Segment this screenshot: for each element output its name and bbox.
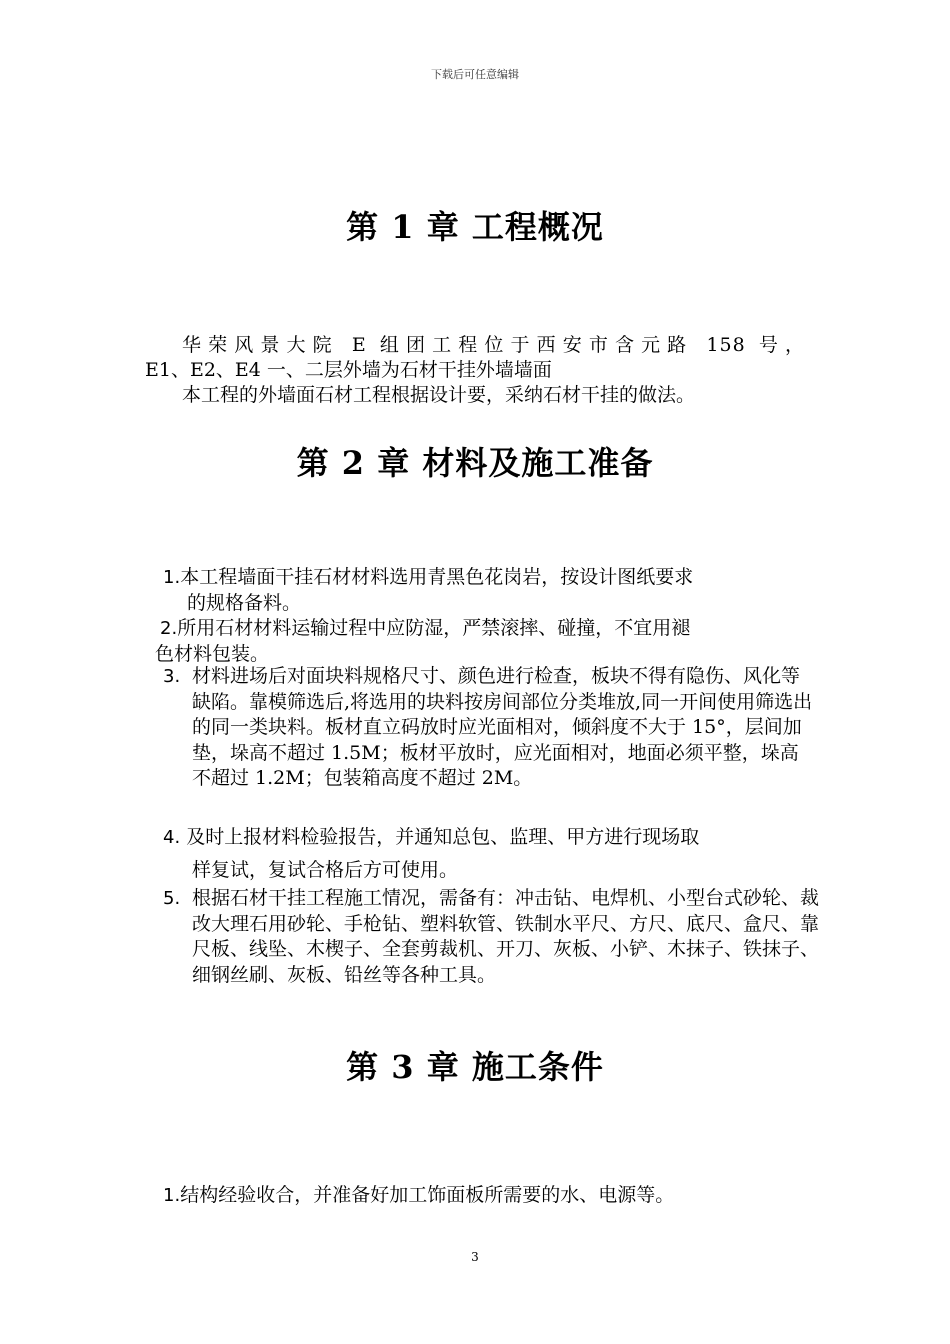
chapter-2-title: 第 2 章 材料及施工准备 <box>296 444 654 482</box>
list-item-text: 结构经验收合，并准备好加工饰面板所需要的水、电源等。 <box>180 1184 675 1206</box>
list-item-text: 本工程墙面干挂石材材料选用青黑色花岗岩，按设计图纸要求 <box>180 566 694 588</box>
list-item <box>163 886 823 988</box>
chapter-1-title: 第 1 章 工程概况 <box>346 208 604 246</box>
list-item-text: 及时上报材料检验报告，并通知总包、监理、甲方进行现场取 <box>186 826 700 848</box>
list-item-text: 根据石材干挂工程施工情况，需备有：冲击钻、电焊机、小型台式砂轮、裁改大理石用砂轮、手枪钻、塑料软管、铁制水平尺、方尺、底尺、盒尺、靠尺板、线坠、木楔子、全套剪裁机、开刀、灰板、小铲、木抹子、铁抹子、细钢丝刷、灰板、铅丝等各种工具。 <box>192 887 820 986</box>
chapter-3-title: 第 3 章 施工条件 <box>346 1048 604 1086</box>
list-number: 2. <box>160 618 178 639</box>
list-number: 3. <box>163 666 181 687</box>
list-item-text: 材料进场后对面块料规格尺寸、颜色进行检查，板块不得有隐伤、风化等缺陷。靠模筛选后,将选用的块料按房间部位分类堆放,同一开间使用筛选出的同一类块料。板材直立码放时应光面相对，倾斜度不大于 15°，层间加垫，垛高不超过 1.5M；板材平放时，应光面相对，地面必须平整，垛高不超过 1.2M；包装箱高度不超过 2M。 <box>192 665 813 789</box>
list-item-text-continued: 样复试，复试合格后方可使用。 <box>192 858 459 881</box>
list-item <box>163 565 813 616</box>
page-number: 3 <box>471 1250 479 1264</box>
list-item <box>163 1183 813 1209</box>
list-item <box>155 616 810 667</box>
list-item-text: 所用石材材料运输过程中应防湿，严禁滚摔、碰撞，不宜用褪 <box>177 617 691 639</box>
list-item-text-continued: 的规格备料。 <box>187 591 302 614</box>
chapter-1-paragraph-1 <box>145 333 805 383</box>
paragraph-1-line-2: E1、E2、E4 一、二层外墙为石材干挂外墙墙面 <box>145 359 552 381</box>
paragraph-1-line-1: 华荣风景大院 E 组团工程位于西安市含元路 158 号， <box>182 334 805 356</box>
chapter-1-paragraph-2: 本工程的外墙面石材工程根据设计要，采纳石材干挂的做法。 <box>182 384 696 406</box>
list-number: 1. <box>163 1185 181 1206</box>
list-number: 4. <box>163 827 181 848</box>
header-note: 下载后可任意编辑 <box>431 68 519 81</box>
list-item <box>163 825 813 883</box>
list-number: 5. <box>163 888 181 909</box>
list-item-text-continued: 色材料包装。 <box>155 642 270 665</box>
list-number: 1. <box>163 567 181 588</box>
list-item <box>163 664 813 792</box>
